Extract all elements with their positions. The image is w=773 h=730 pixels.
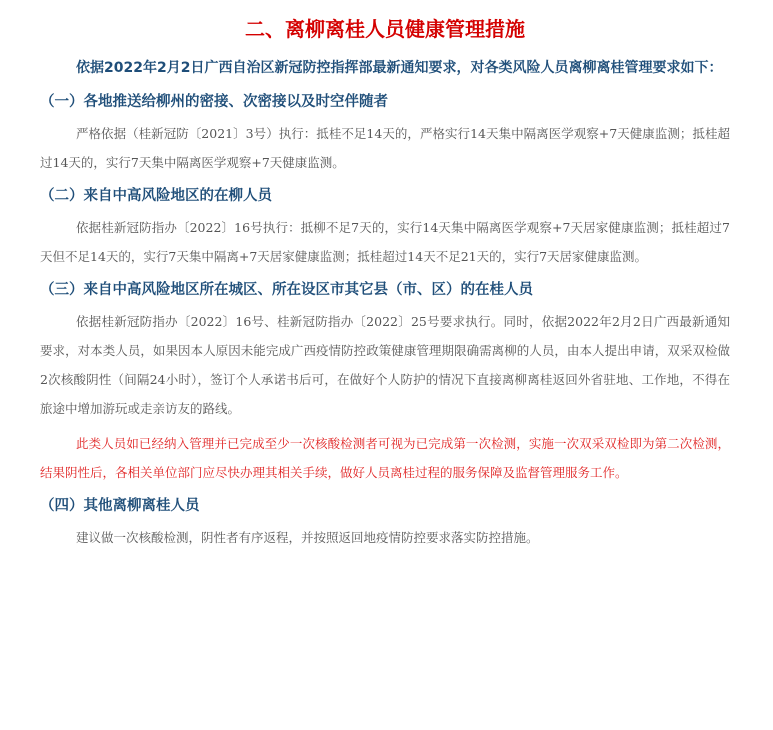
document-page [40, 14, 730, 552]
section-2-paragraph: 依据桂新冠防指办〔2022〕16号执行：抵柳不足7天的，实行14天集中隔离医学观察+7天居家健康监测；抵桂超过7 天但不足14天的，实行7天集中隔离+7天居家健康监测；抵桂超过14天不足21天的，实行7天居家健康监测。 [40, 220, 730, 264]
section-3-paragraph: 依据桂新冠防指办〔2022〕16号、桂新冠防指办〔2022〕25号要求执行。同时，依据2022年2月2日广西最新通知要求，对本类人员，如果因本人原因未能完成广西疫情防控政策健康管理期限确需离柳的人员，由本人提出申请，双采双检做2次核酸阴性（间隔24小时），签订个人承诺书后可，在做好个人防护的情况下直接离柳离桂返回外省驻地、工作地，不得在旅途中增加游玩或走亲访友的路线。 [40, 314, 730, 416]
section-1-paragraph: 严格依据（桂新冠防〔2021〕3号）执行：抵桂不足14天的，严格实行14天集中隔离医学观察+7天健康监测；抵桂超过14天的，实行7天集中隔离医学观察+7天健康监测。 [40, 126, 730, 170]
page-title: 二、离柳离桂人员健康管理措施 [245, 17, 525, 41]
section-4-paragraph: 建议做一次核酸检测，阴性者有序返程，并按照返回地疫情防控要求落实防控措施。 [76, 530, 539, 545]
section-heading-2: （二）来自中高风险地区的在柳人员 [40, 188, 272, 204]
section-heading-4: （四）其他离柳离桂人员 [40, 498, 200, 514]
intro-paragraph: 依据2022年2月2日广西自治区新冠防控指挥部最新通知要求，对各类风险人员离柳离桂管理要求如下： [76, 60, 723, 76]
section-3-red-notice: 此类人员如已经纳入管理并已完成至少一次核酸检测者可视为已完成第一次检测，实施一次双采双检即为第二次检测，结果阴性后，各相关单位部门应尽快办理其相关手续，做好人员离桂过程的服务保障及监督管理服务工作。 [40, 436, 730, 480]
section-heading-3: （三）来自中高风险地区所在城区、所在设区市其它县（市、区）的在桂人员 [40, 282, 533, 298]
section-heading-1: （一）各地推送给柳州的密接、次密接以及时空伴随者 [40, 94, 388, 110]
